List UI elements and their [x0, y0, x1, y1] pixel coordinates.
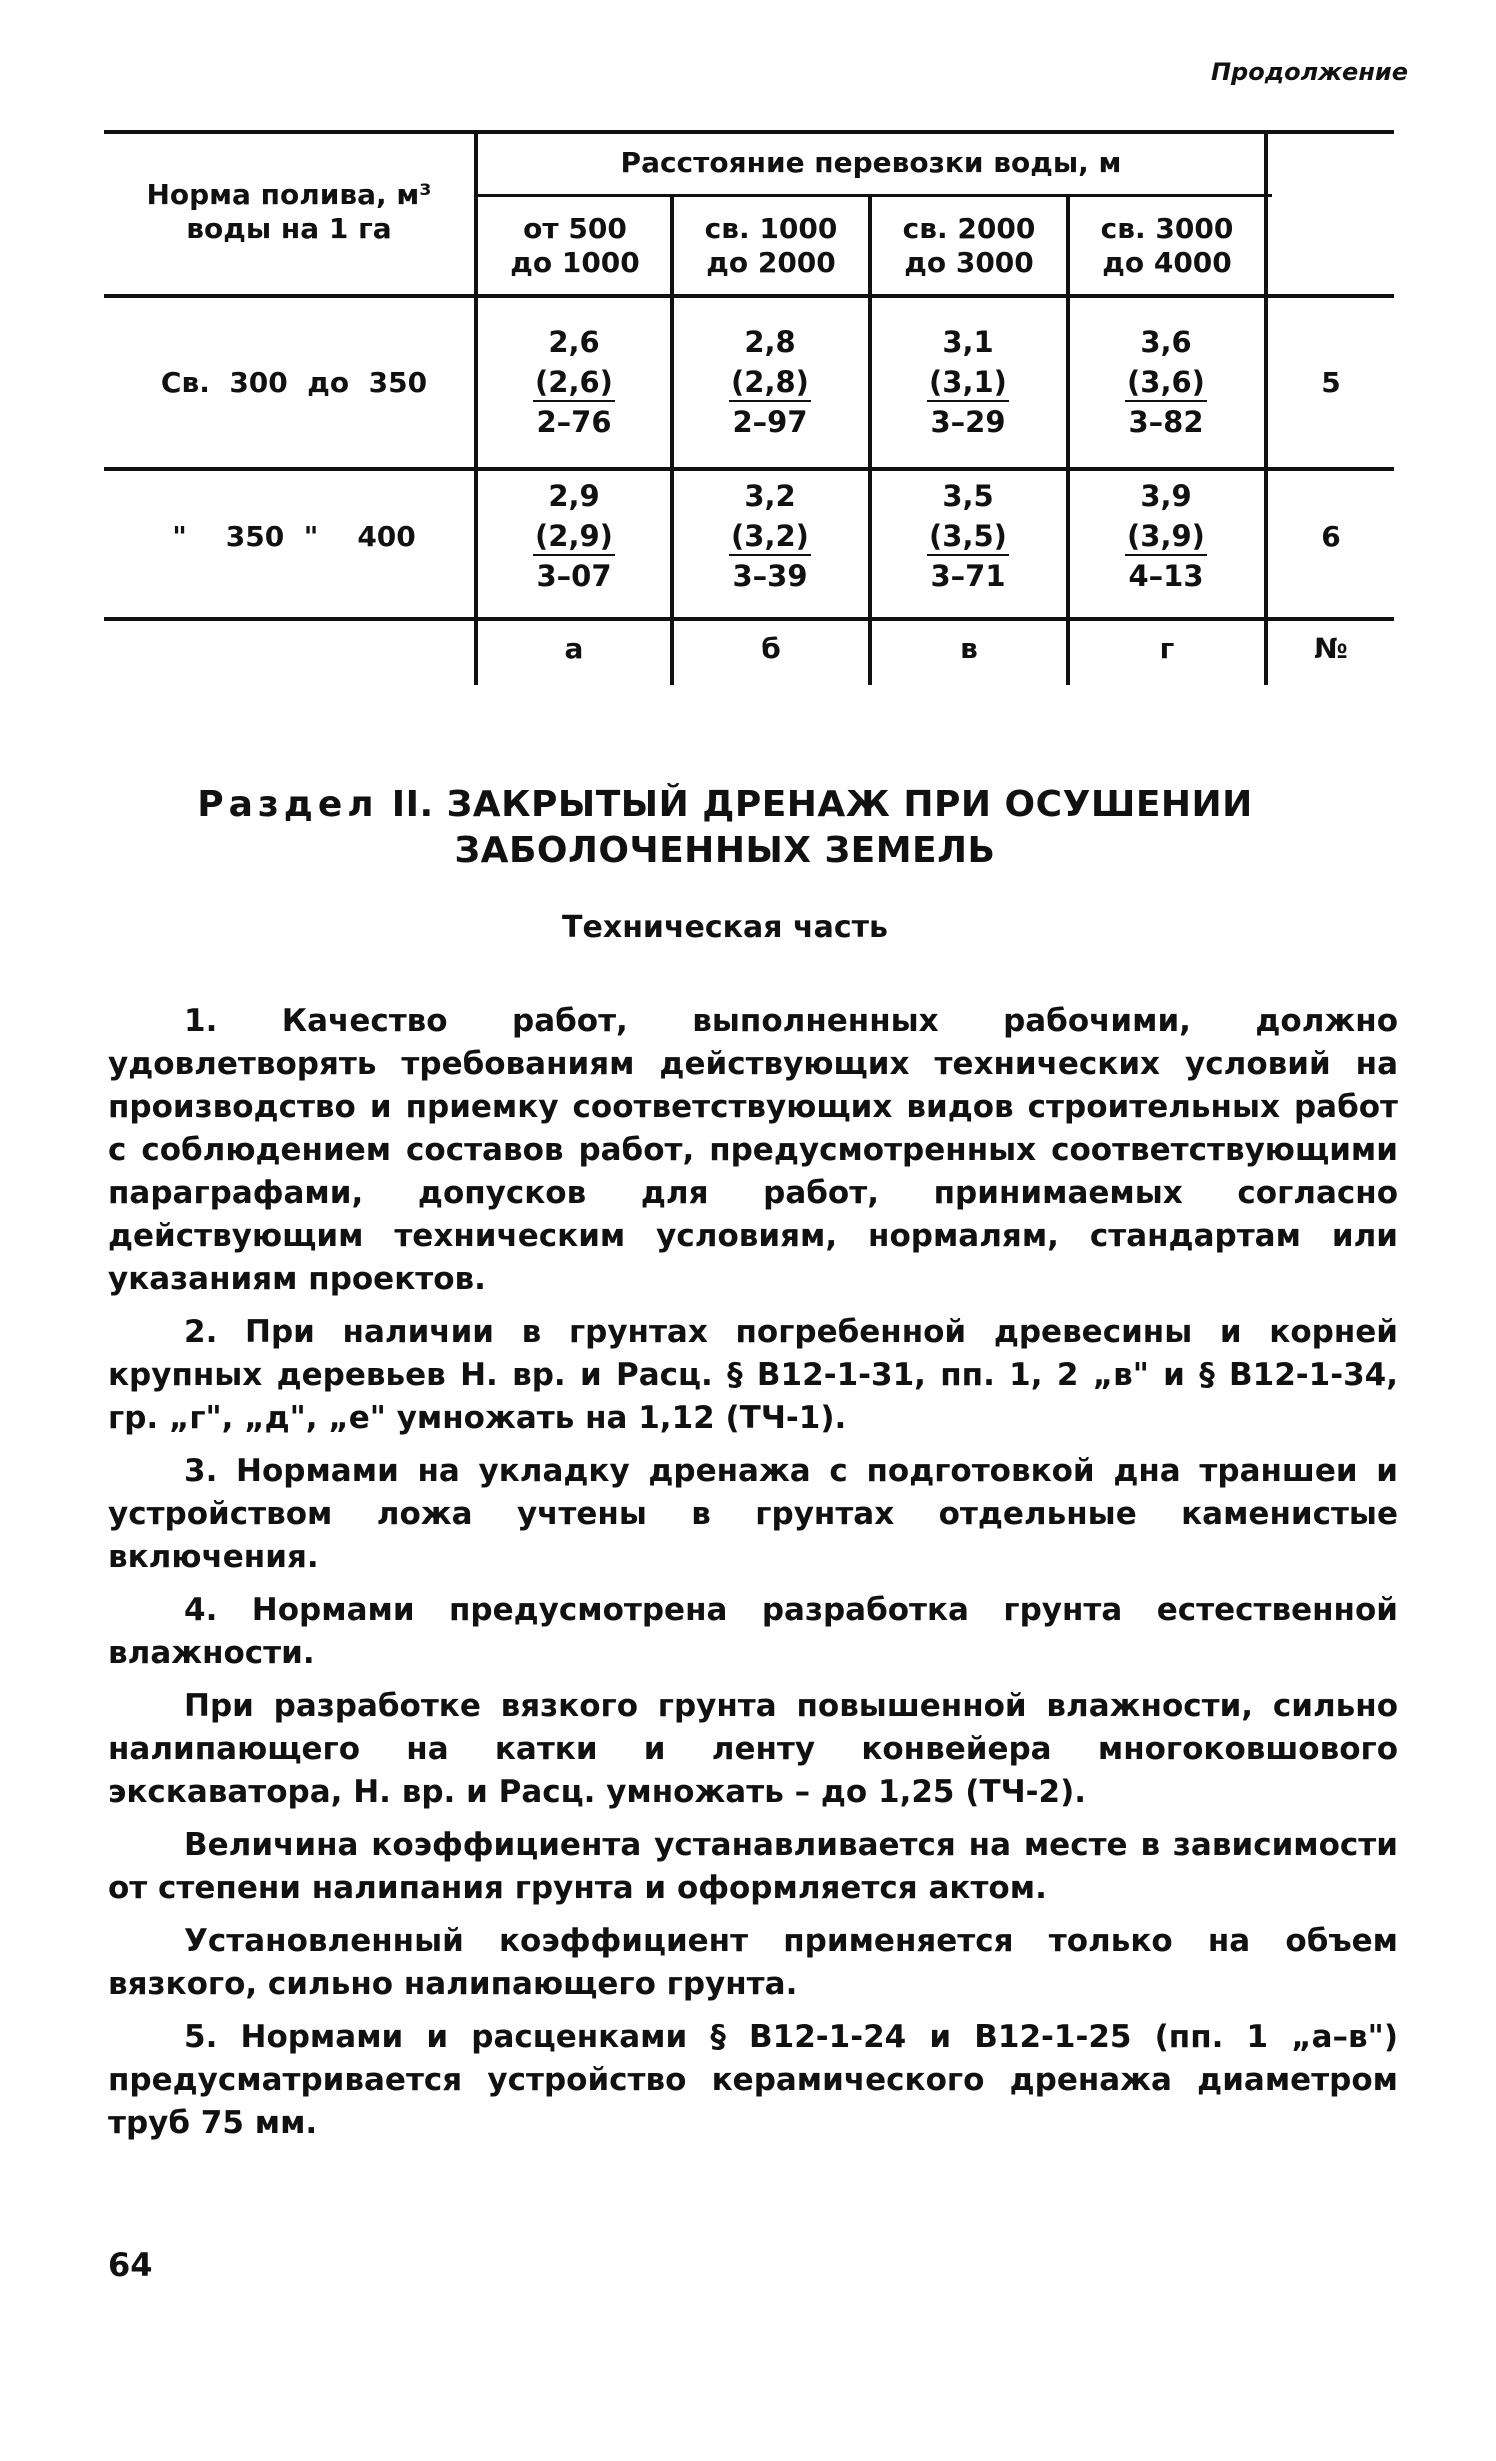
value-cell	[504, 322, 644, 442]
paragraph: 4. Нормами предусмотрена разработка грунта естественной влажности.	[108, 1592, 1398, 1671]
subheader-distance: св. 3000 до 4000	[1100, 212, 1234, 279]
paragraph: Установленный коэффициент применяется только на объем вязкого, сильно налипающего грунта.	[108, 1923, 1398, 2002]
value-main: 3,9	[1140, 479, 1192, 513]
column-letter: а	[564, 632, 584, 665]
value-main: 3,2	[744, 479, 796, 513]
value-paren: (3,1)	[927, 364, 1009, 402]
section-title-line2: ЗАБОЛОЧЕННЫХ ЗЕМЕЛЬ	[454, 830, 996, 871]
page-number: 64	[108, 2246, 153, 2284]
subheader-distance: св. 2000 до 3000	[902, 212, 1036, 279]
row-number: 6	[1321, 520, 1341, 553]
group-header-rule	[478, 194, 1272, 197]
value-paren: (3,6)	[1125, 364, 1207, 402]
subheader-distance: от 500 до 1000	[510, 212, 640, 279]
value-price: 3–82	[1128, 405, 1204, 439]
column-letter: в	[960, 632, 978, 665]
value-cell	[700, 476, 840, 596]
table-top-rule	[104, 130, 1394, 134]
value-paren: (2,8)	[729, 364, 811, 402]
paragraph: При разработке вязкого грунта повышенной влажности, сильно налипающего на катки и ленту конвейера многоковшового экскаватора, Н. вр. и Расц. умножать – до 1,25 (ТЧ-2).	[108, 1688, 1398, 1810]
header-norm-label: Норма полива, м³ воды на 1 га	[146, 178, 432, 245]
section-title-line1: II. ЗАКРЫТЫЙ ДРЕНАЖ ПРИ ОСУШЕНИИ	[391, 784, 1253, 825]
value-cell	[898, 476, 1038, 596]
row-label: Св. 300 до 350	[160, 366, 428, 399]
col-divider	[474, 130, 478, 685]
value-main: 3,6	[1140, 325, 1192, 359]
value-price: 3–39	[732, 559, 808, 593]
column-letter: г	[1159, 632, 1175, 665]
body-bottom-rule	[104, 617, 1394, 621]
norms-table	[104, 130, 1394, 685]
col-divider	[1066, 194, 1070, 685]
value-paren: (2,9)	[533, 518, 615, 556]
continued-label: Продолжение	[1210, 58, 1408, 86]
number-column-label: №	[1314, 632, 1348, 665]
value-cell	[1096, 476, 1236, 596]
section-word: Раздел	[197, 784, 379, 825]
value-price: 3–29	[930, 405, 1006, 439]
value-paren: (3,2)	[729, 518, 811, 556]
col-divider	[868, 194, 872, 685]
value-cell	[1096, 322, 1236, 442]
value-paren: (2,6)	[533, 364, 615, 402]
value-cell	[898, 322, 1038, 442]
value-cell	[700, 322, 840, 442]
value-paren: (3,5)	[927, 518, 1009, 556]
value-cell	[504, 476, 644, 596]
section-title	[160, 782, 1290, 874]
value-main: 3,5	[942, 479, 994, 513]
row-label: " 350 " 400	[172, 520, 416, 553]
paragraph: 1. Качество работ, выполненных рабочими, должно удовлетворять требованиям действующих технических условий на производство и приемку соответствующих видов строительных работ с соблюдением составов работ, предусмотренных соответствующими параграфами, допусков для работ, принимаемых согласно действующим техническим условиям, нормалям, стандартам или указаниям проектов.	[108, 1003, 1398, 1297]
subheader-distance: св. 1000 до 2000	[704, 212, 838, 279]
value-price: 3–07	[536, 559, 612, 593]
section-subtitle: Техническая часть	[562, 910, 888, 945]
paragraph: 2. При наличии в грунтах погребенной древесины и корней крупных деревьев Н. вр. и Расц. § В12-1-31, пп. 1, 2 „в" и § В12-1-34, гр. „г", „д", „е" умножать на 1,12 (ТЧ-1).	[108, 1314, 1398, 1436]
value-main: 3,1	[942, 325, 994, 359]
value-price: 2–97	[732, 405, 808, 439]
value-main: 2,6	[548, 325, 600, 359]
value-price: 2–76	[536, 405, 612, 439]
value-price: 4–13	[1128, 559, 1204, 593]
technical-part-text	[108, 1000, 1398, 2155]
row-divider	[104, 467, 1394, 471]
paragraph: 5. Нормами и расценками § В12-1-24 и В12-1-25 (пп. 1 „а–в") предусматривается устройство керамического дренажа диаметром труб 75 мм.	[108, 2019, 1398, 2141]
paragraph: 3. Нормами на укладку дренажа с подготовкой дна траншеи и устройством ложа учтены в грунтах отдельные каменистые включения.	[108, 1453, 1398, 1575]
col-divider	[1264, 130, 1268, 685]
value-price: 3–71	[930, 559, 1006, 593]
value-main: 2,9	[548, 479, 600, 513]
value-main: 2,8	[744, 325, 796, 359]
row-number: 5	[1321, 366, 1341, 399]
col-divider	[670, 194, 674, 685]
column-letter: б	[761, 632, 781, 665]
paragraph: Величина коэффициента устанавливается на месте в зависимости от степени налипания грунта и оформляется актом.	[108, 1827, 1398, 1906]
value-paren: (3,9)	[1125, 518, 1207, 556]
header-distance-group: Расстояние перевозки воды, м	[620, 146, 1122, 179]
header-bottom-rule	[104, 294, 1394, 298]
